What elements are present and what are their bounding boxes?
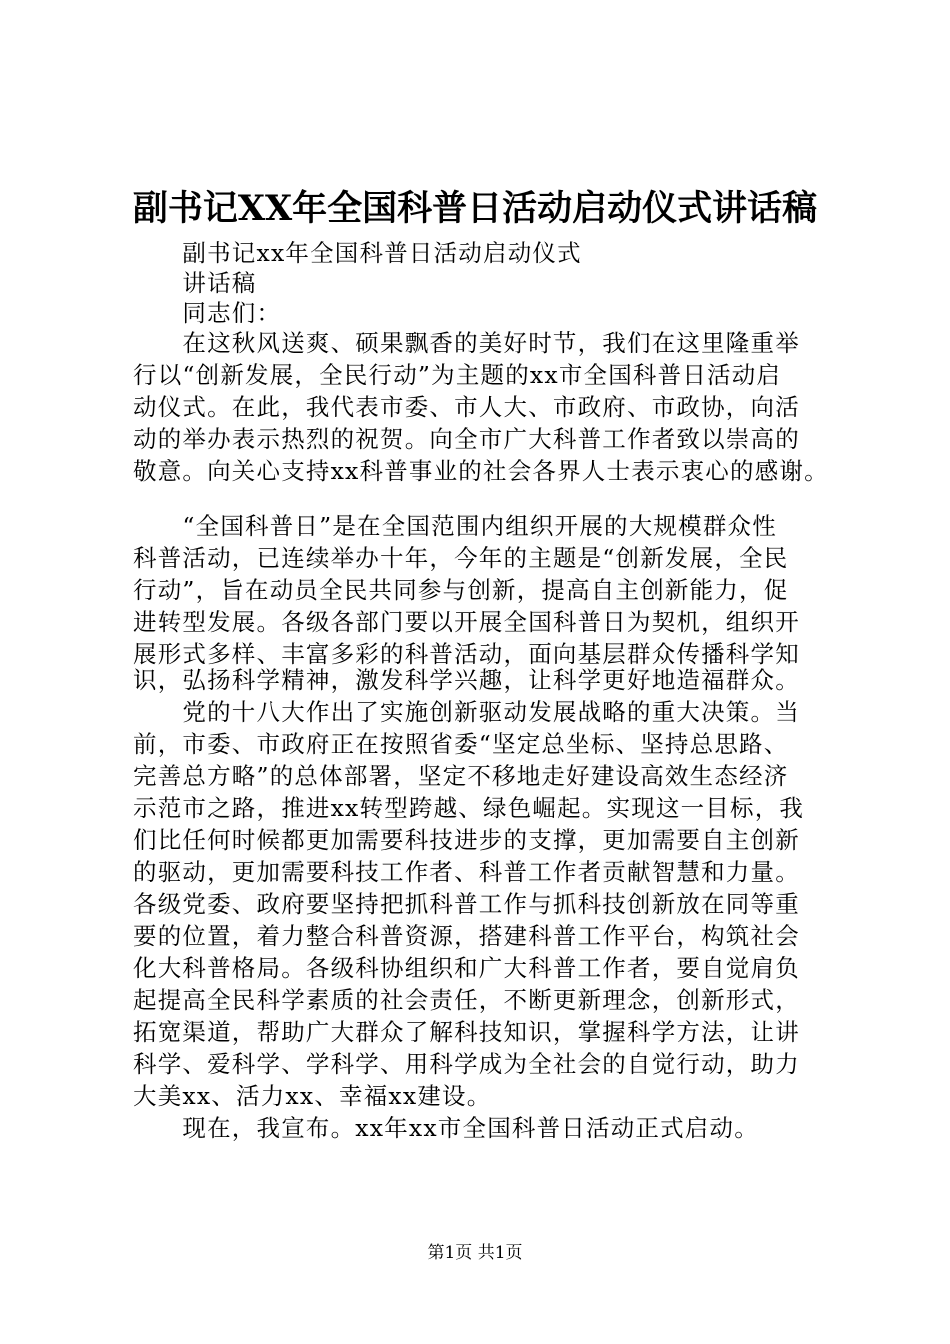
paragraph-line: 行以“创新发展，全民行动”为主题的xx市全国科普日活动启 — [133, 361, 782, 389]
paragraph-line: 在这秋风送爽、硕果飘香的美好时节，我们在这里隆重举 — [133, 329, 800, 357]
paragraph-line: 动的举办表示热烈的祝贺。向全市广大科普工作者致以崇高的 — [133, 425, 800, 453]
paragraph-line: 化大科普格局。各级科协组织和广大科普工作者，要自觉肩负 — [133, 954, 800, 982]
paragraph-line: 党的十八大作出了实施创新驱动发展战略的重大决策。当 — [133, 698, 800, 726]
paragraph-line: 的驱动，更加需要科技工作者、科普工作者贡献智慧和力量。 — [133, 858, 800, 886]
paragraph-line: 大美xx、活力xx、幸福xx建设。 — [133, 1082, 492, 1110]
paragraph-line: 起提高全民科学素质的社会责任，不断更新理念，创新形式， — [133, 986, 800, 1014]
paragraph-line: 行动”，旨在动员全民共同参与创新，提高自主创新能力，促 — [133, 576, 789, 604]
paragraph-line: 同志们： — [133, 299, 282, 327]
paragraph-line: 科学、爱科学、学科学、用科学成为全社会的自觉行动，助力 — [133, 1050, 800, 1078]
document-title: 副书记XX年全国科普日活动启动仪式讲话稿 — [132, 188, 818, 229]
paragraph-line: 进转型发展。各级各部门要以开展全国科普日为契机，组织开 — [133, 608, 800, 636]
paragraph-line: 动仪式。在此，我代表市委、市人大、市政府、市政协，向活 — [133, 393, 800, 421]
paragraph-line: 讲话稿 — [133, 269, 257, 297]
paragraph-line: 现在，我宣布。xx年xx市全国科普日活动正式启动。 — [133, 1114, 759, 1142]
paragraph-line: 各级党委、政府要坚持把抓科普工作与抓科技创新放在同等重 — [133, 890, 800, 918]
paragraph-line: 拓宽渠道，帮助广大群众了解科技知识，掌握科学方法，让讲 — [133, 1018, 800, 1046]
paragraph-line: 展形式多样、丰富多彩的科普活动，面向基层群众传播科学知 — [133, 640, 800, 668]
page-footer: 第1页 共1页 — [427, 1243, 523, 1263]
paragraph-line: 前，市委、市政府正在按照省委“坚定总坐标、坚持总思路、 — [133, 730, 789, 758]
paragraph-line: 敬意。向关心支持xx科普事业的社会各界人士表示衷心的感谢。 — [133, 457, 829, 485]
paragraph-line: “全国科普日”是在全国范围内组织开展的大规模群众性 — [133, 512, 777, 540]
paragraph-line: 们比任何时候都更加需要科技进步的支撑，更加需要自主创新 — [133, 826, 800, 854]
paragraph-line: 完善总方略”的总体部署，坚定不移地走好建设高效生态经济 — [133, 762, 789, 790]
paragraph-line: 示范市之路，推进xx转型跨越、绿色崛起。实现这一目标，我 — [133, 794, 805, 822]
paragraph-line: 识，弘扬科学精神，激发科学兴趣，让科学更好地造福群众。 — [133, 666, 800, 694]
paragraph-line: 要的位置，着力整合科普资源，搭建科普工作平台，构筑社会 — [133, 922, 800, 950]
paragraph-line: 科普活动，已连续举办十年，今年的主题是“创新发展，全民 — [133, 544, 789, 572]
paragraph-line: 副书记xx年全国科普日活动启动仪式 — [133, 239, 582, 267]
